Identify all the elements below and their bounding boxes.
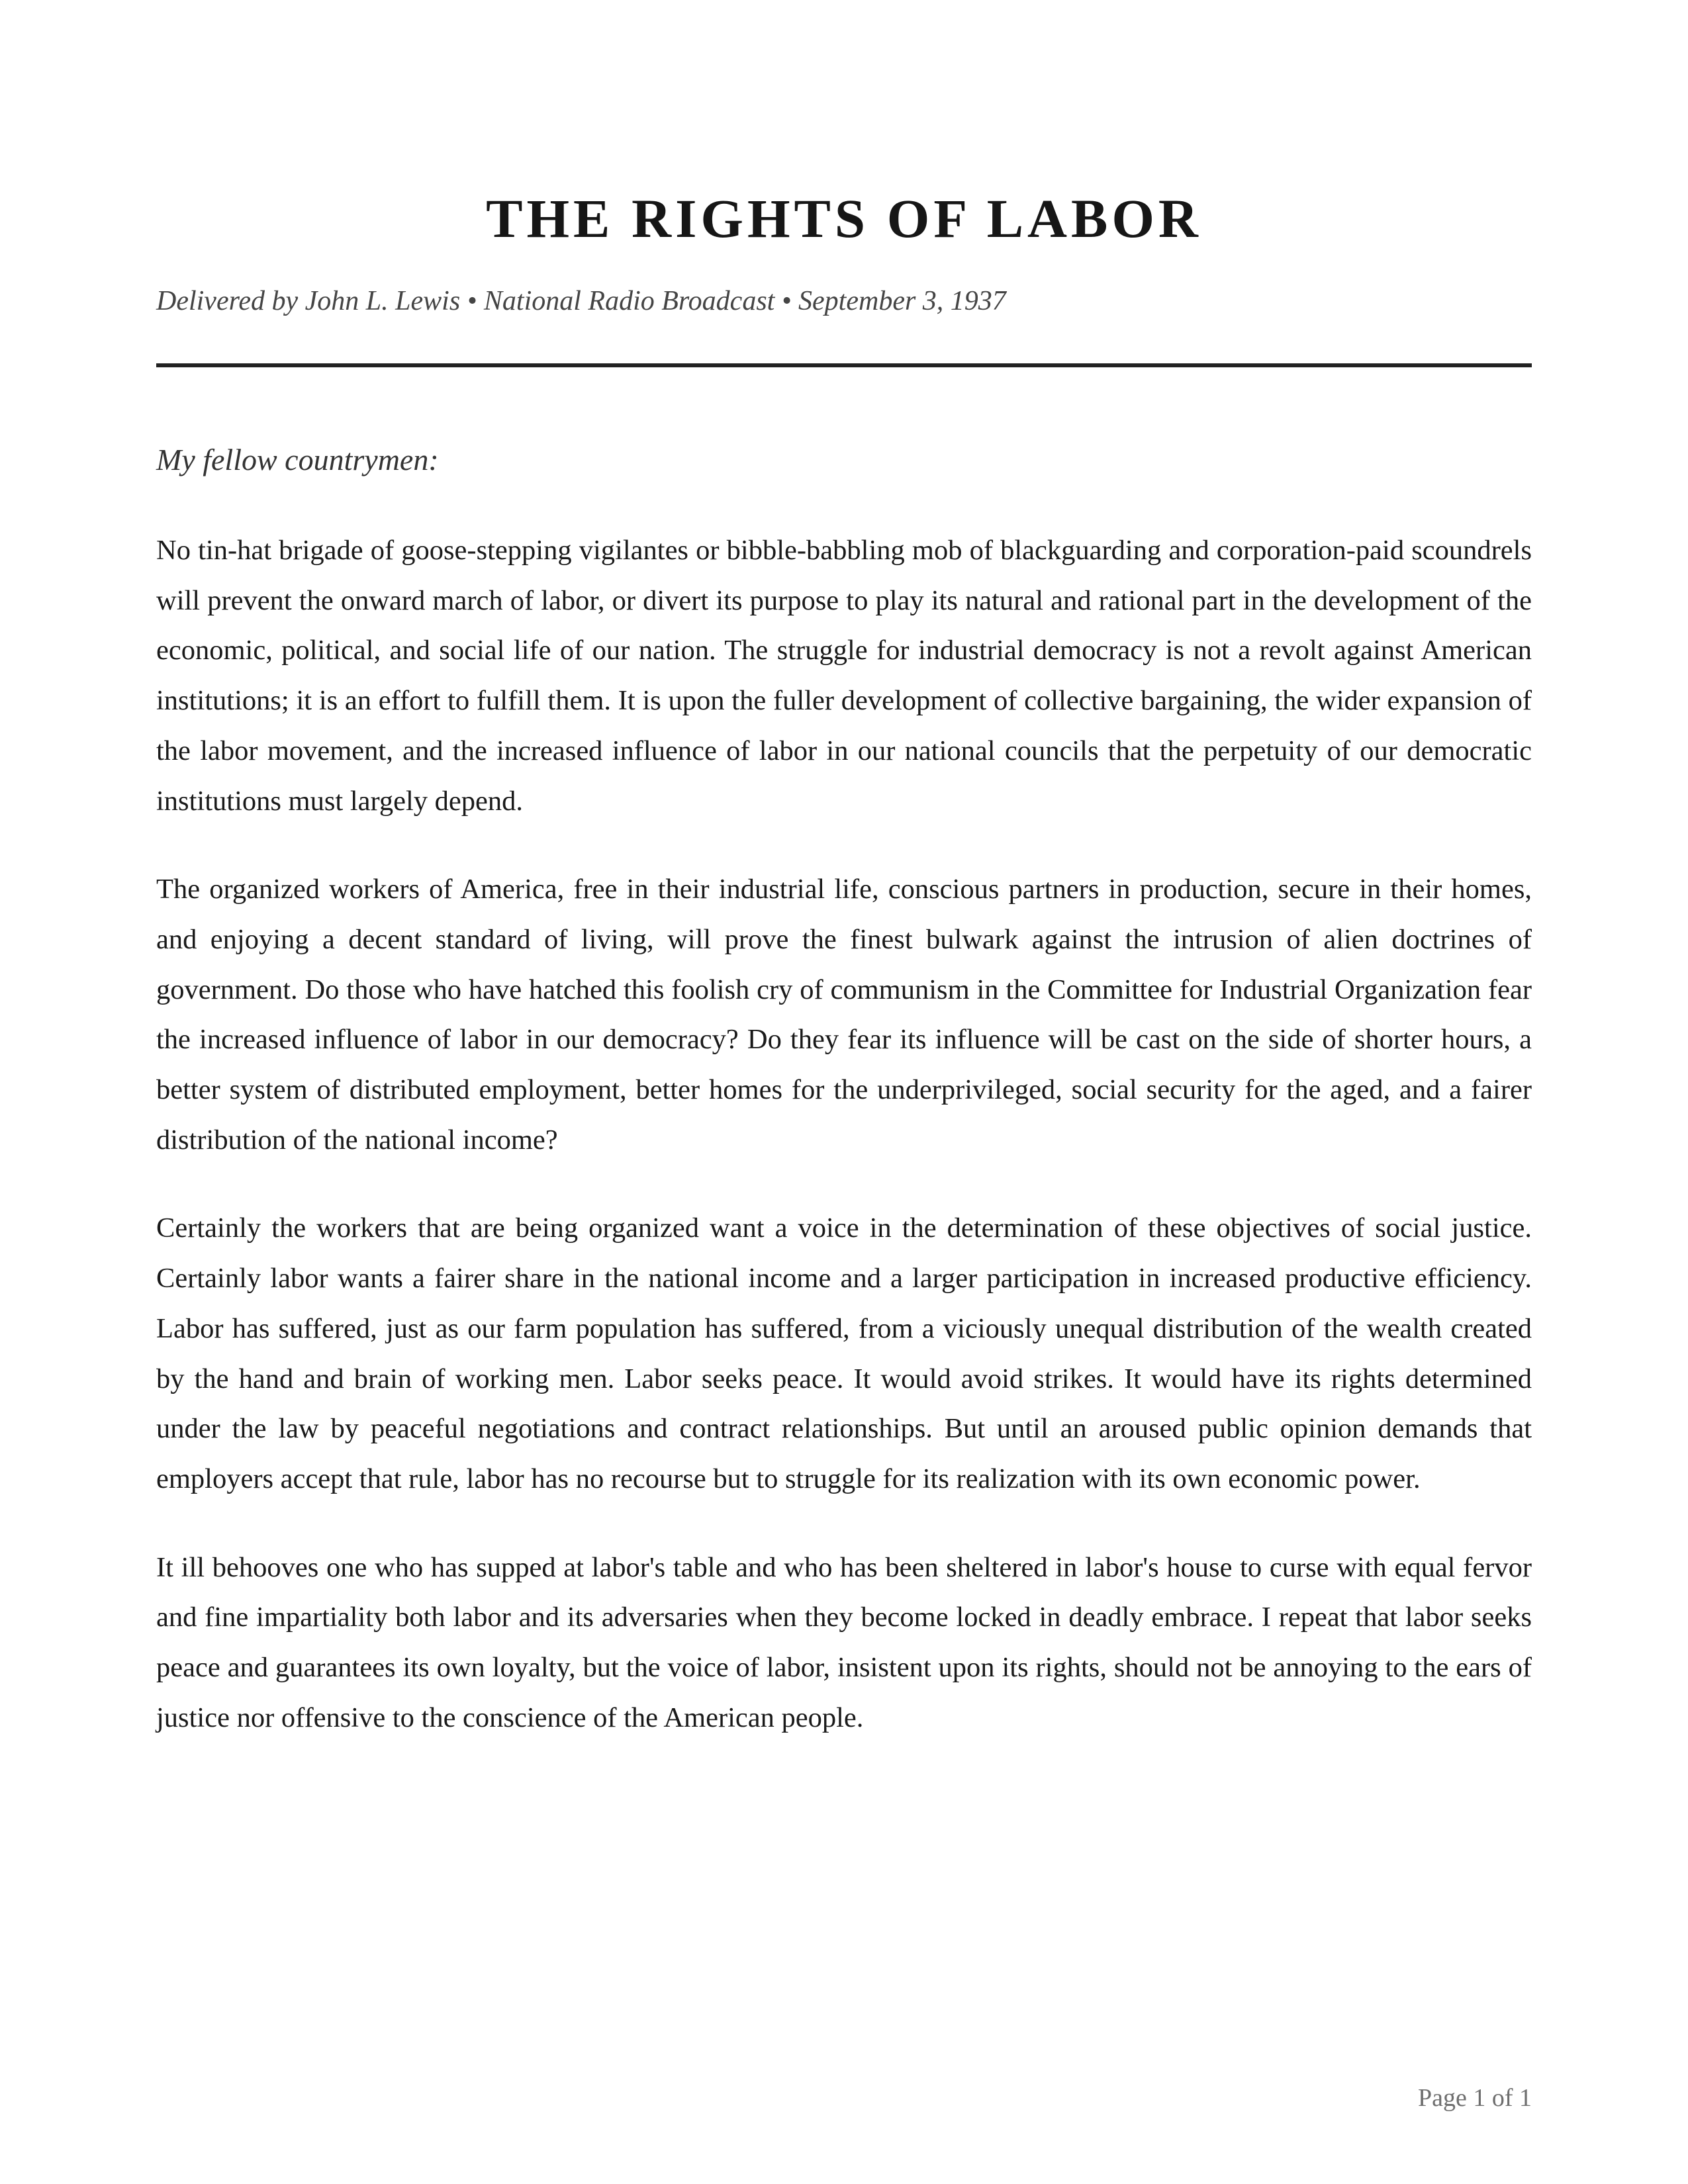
paragraph-3: Certainly the workers that are being organized want a voice in the determination of these objectives of social justice. Certainly labor wants a fairer share in the national income and a larger participation in increased productive efficiency. Labor has suffered, just as our farm population has suffered, from a viciously unequal distribution of the wealth created by the hand and brain of working men. Labor seeks peace. It would avoid strikes. It would have its rights determined under the law by peaceful negotiations and contract relationships. But until an aroused public opinion demands that employers accept that rule, labor has no recourse but to struggle for its realization with its own economic power. — [156, 1212, 1532, 1494]
paragraph-2: The organized workers of America, free in their industrial life, conscious partners in production, secure in their homes, and enjoying a decent standard of living, will prove the finest bulwark against the intrusion of alien doctrines of government. Do those who have hatched this foolish cry of communism in the Committee for Industrial Organization fear the increased influence of labor in our democracy? Do they fear its influence will be cast on the side of shorter hours, a better system of distributed employment, better homes for the underprivileged, social security for the aged, and a fairer distribution of the national income? — [156, 874, 1532, 1156]
document-page — [156, 0, 1532, 2184]
paragraph-4: It ill behooves one who has supped at labor's table and who has been sheltered in labor's house to curse with equal fervor and fine impartiality both labor and its adversaries when they become locked in deadly embrace. I repeat that labor seeks peace and guarantees its own loyalty, but the voice of labor, insistent upon its rights, should not be annoying to the ears of justice nor offensive to the conscience of the American people. — [156, 1551, 1532, 1733]
speech-body — [156, 525, 1532, 1781]
title-divider — [156, 363, 1532, 367]
document-subtitle: Delivered by John L. Lewis • National Radio Broadcast • September 3, 1937 — [156, 286, 1006, 316]
paragraph-1: No tin-hat brigade of goose-stepping vigilantes or bibble-babbling mob of blackguarding and corporation-paid scoundrels will prevent the onward march of labor, or divert its purpose to play its natural and rational part in the development of the economic, political, and social life of our nation. The struggle for industrial democracy is not a revolt against American institutions; it is an effort to fulfill them. It is upon the fuller development of collective bargaining, the wider expansion of the labor movement, and the increased influence of labor in our national councils that the perpetuity of our democratic institutions must largely depend. — [156, 535, 1532, 817]
salutation: My fellow countrymen: — [156, 443, 439, 477]
document-title: THE RIGHTS OF LABOR — [486, 188, 1202, 249]
page-number: Page 1 of 1 — [1417, 2084, 1532, 2112]
